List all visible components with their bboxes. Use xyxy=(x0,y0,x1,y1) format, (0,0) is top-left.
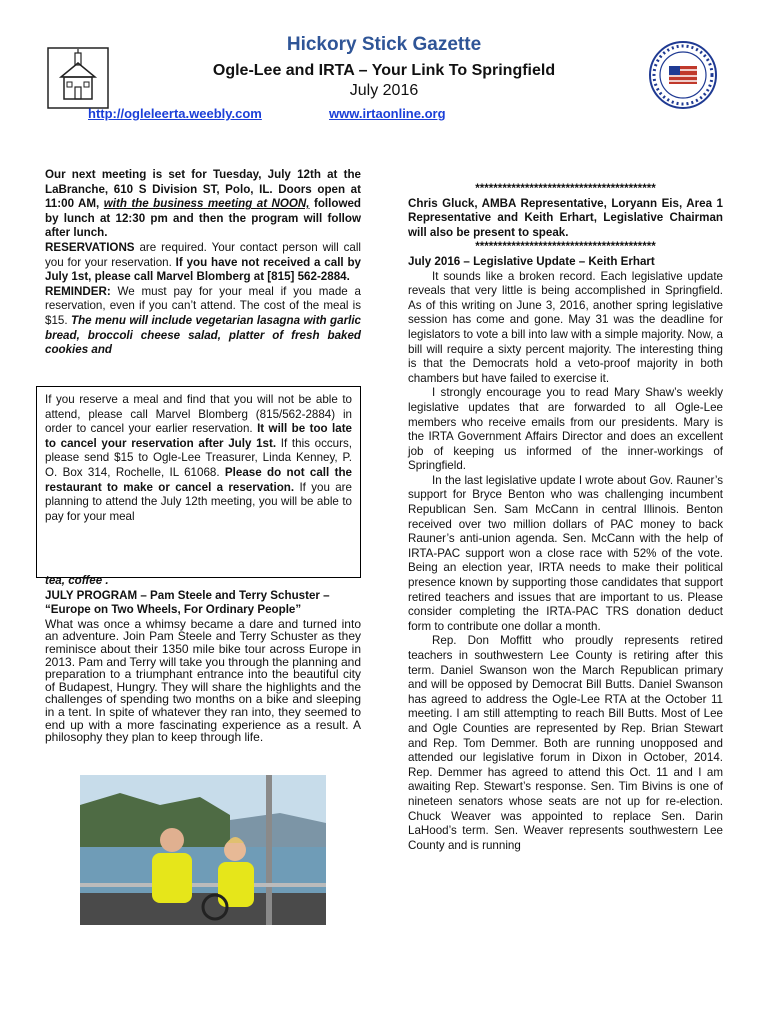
bike-couple-photo xyxy=(80,775,326,925)
irta-link[interactable]: www.irtaonline.org xyxy=(329,106,446,121)
box-text-d: Please do not call the restaurant to make or cancel a reservation. xyxy=(45,465,352,494)
menu-end: tea, coffee . xyxy=(45,574,109,587)
meeting-text-a: Our next meeting is set for Tuesday, July 12th at the LaBranche, 610 S Division ST, Polo, IL. Doors open at 11:00 AM, xyxy=(45,168,361,211)
program-title: JULY PROGRAM – Pam Steele and Terry Schuster – “Europe on Two Wheels, For Ordinary People” xyxy=(45,588,330,617)
box-text-e: If you are planning to attend the July 12th meeting, you will be able to pay for your meal xyxy=(45,480,352,523)
weebly-link[interactable]: http://ogleleerta.weebly.com xyxy=(88,106,262,121)
reminder-text: We must pay for your meal if you made a reservation, even if you can’t attend. The cost of the meal is $15. xyxy=(45,284,361,327)
newsletter-title: Hickory Stick Gazette xyxy=(286,34,482,55)
stars-divider-1: **************************************** xyxy=(475,182,656,195)
menu-text: The menu will include vegetarian lasagna with garlic bread, broccoli cheese salad, platter of fresh baked cookies and xyxy=(45,313,361,357)
meeting-text-b: with the business meeting at NOON, xyxy=(103,197,310,211)
weebly-link-wrap xyxy=(88,106,262,121)
reservations-paragraph xyxy=(45,241,361,285)
update-paragraph-3: In the last legislative update I wrote about Gov. Rauner’s support for Bryce Benton who was challenging incumbent Republican Sen. Sam McCann in central Illinois. Benton received over two million dollars of PAC money to back Rauner’s anti-union agenda. Sen. McCann with the help of IRTA-PAC support won a close race with 52% of the vote. Being an election year, IRTA needs to make their political presence known by supporting those candidates that support retired teachers and issues that are important to us. Please consider completing the IRTA-PAC TRS donation deduct form to contribute one dollar a month. xyxy=(408,473,723,633)
reservations-text: are required. Your contact person will call you for your reservation. xyxy=(45,240,361,269)
meeting-paragraph xyxy=(45,168,361,241)
stars-divider-2: **************************************** xyxy=(475,240,656,254)
meeting-section xyxy=(45,168,361,358)
meeting-text-c: followed by lunch at 12:30 pm and then the program will follow after lunch. xyxy=(45,197,361,240)
program-section xyxy=(45,574,361,744)
newsletter-subtitle: Ogle-Lee and IRTA – Your Link To Springfield xyxy=(212,62,556,79)
reminder-paragraph xyxy=(45,285,361,358)
update-paragraph-1: It sounds like a broken record. Each legislative update reveals that very little is being accomplished in Springfield. As of this writing on June 3, 2016, another spring legislative session has come and gone. May 31 was the deadline for legislators to vote a bill into law with a simple majority. Now, a bill will require a sixty percent majority. The interesting thing is that the Democrats hold a veto-proof majority in both chambers but have failed to exercise it. xyxy=(408,269,723,385)
reminder-label: REMINDER: xyxy=(45,284,111,298)
box-text-b: It will be too late to cancel your reservation after July 1st. xyxy=(45,422,352,450)
right-column xyxy=(408,182,723,853)
reservations-label: RESERVATIONS xyxy=(45,240,135,254)
irta-link-wrap xyxy=(329,106,446,121)
program-body: What was once a whimsy became a dare and turned into an adventure. Join Pam Steele and Terry Schuster as they reminisce about their 1350 mile bike tour across Europe in 2013. Pam and Terry will take you through the planning and preparation to a triumphant entrance into the beautiful city of Budapest, Hungry. They will share the highlights and the challenges of spending two months on a bike and sleeping in a tent. In spite of whatever they ran into, they seemed to end up with a more fascinating experience as a result. A philosophy they plan to keep through life. xyxy=(45,616,361,745)
guests-paragraph: Chris Gluck, AMBA Representative, Loryann Eis, Area 1 Representative and Keith Erhart, Legislative Chairman will also be present to speak. xyxy=(408,196,723,239)
cancellation-box xyxy=(36,386,361,578)
issue-date: July 2016 xyxy=(349,82,419,99)
box-text-c: If this occurs, please send $15 to Ogle-Lee Treasurer, Linda Kenney, P. O. Box 314, Rochelle, IL 61068. xyxy=(45,436,352,479)
update-paragraph-4: Rep. Don Moffitt who proudly represents retired teachers in southwestern Lee County is retiring after this term. Daniel Swanson won the March Republican primary and will be opposed by Democrat Bill Butts. Daniel Swanson has agreed to address the Ogle-Lee RTA at the October 11 meeting. I am still attempting to reach Bill Butts. Most of Lee and Ogle Counties are represented by Rep. Brian Stewart and Rep. Tom Demmer. Both are running unopposed and attended our legislative forum in Dixon in October, 2014. Rep. Demmer has agreed to attend this Oct. 11 and I am awaiting Rep. Stewart’s response. Sen. Tim Bivins is one of nineteen senators whose seats are not up for re-election. Chuck Weaver was appointed to replace Sen. Darin LaHood’s term. Sen. Weaver represents southwestern Lee County and is running xyxy=(408,634,723,852)
box-text-a: If you reserve a meal and find that you will not be able to attend, please call Marvel Blomberg (815/562-2884) in order to cancel your earlier reservation. xyxy=(45,393,352,436)
legislative-update-title: July 2016 – Legislative Update – Keith Erhart xyxy=(408,254,655,268)
cancellation-paragraph xyxy=(45,393,352,524)
update-paragraph-2: I strongly encourage you to read Mary Shaw’s weekly legislative updates that are forwarded to all Ogle-Lee members who receive emails from our presidents. Mary is the IRTA Government Affairs Director and does an excellent job of keeping us informed of the inner-workings of Springfield. xyxy=(408,386,723,473)
reservations-bold: If you have not received a call by July 1st, please call Marvel Blomberg at [815] 562-2884. xyxy=(45,255,361,284)
